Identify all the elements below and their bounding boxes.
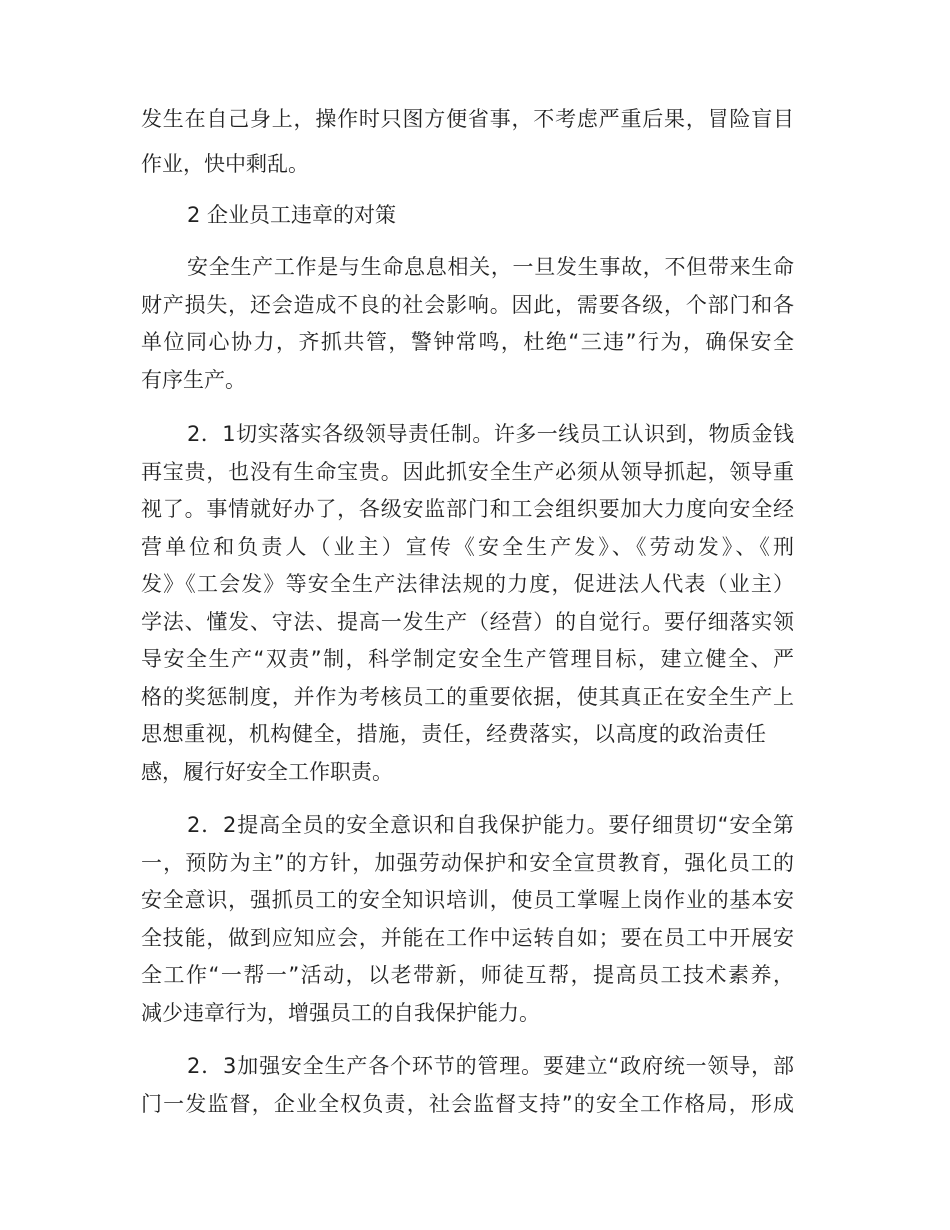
text-line: 全技能，做到应知应会，并能在工作中运转自如；要在员工中开展安: [141, 926, 794, 950]
text-line: 发》《工会发》等安全生产法律法规的力度，促进法人代表（业主）: [141, 572, 794, 596]
text-line: 2．2提高全员的安全意识和自我保护能力。要仔细贯切“安全第: [187, 813, 794, 837]
text-line: 营单位和负责人（业主）宣传《安全生产发》、《劳动发》、《刑: [141, 535, 794, 559]
text-line: 作业，快中剩乱。: [141, 152, 309, 176]
text-line: 有序生产。: [141, 368, 246, 392]
text-line: 2．1切实落实各级领导责任制。许多一线员工认识到，物质金钱: [187, 422, 794, 446]
text-line: 财产损失，还会造成不良的社会影响。因此，需要各级，个部门和各: [141, 293, 794, 317]
text-line: 安全生产工作是与生命息息相关，一旦发生事故，不但带来生命: [187, 255, 794, 279]
text-line: 视了。事情就好办了，各级安监部门和工会组织要加大力度向安全经: [141, 497, 794, 521]
text-line: 2．3加强安全生产各个环节的管理。要建立“政府统一领导，部: [187, 1054, 794, 1078]
section-heading: 2 企业员工违章的对策: [187, 203, 397, 227]
text-line: 单位同心协力，齐抓共管，警钟常鸣，杜绝“三违”行为，确保安全: [141, 330, 794, 354]
text-line: 安全意识，强抓员工的安全知识培训，使员工掌喔上岗作业的基本安: [141, 888, 794, 912]
text-line: 感，履行好安全工作职责。: [141, 760, 393, 784]
text-line: 一，预防为主”的方针，加强劳动保护和安全宣贯教育，强化员工的: [141, 851, 794, 875]
text-line: 减少违章行为，增强员工的自我保护能力。: [141, 1001, 540, 1025]
text-line: 格的奖惩制度，并作为考核员工的重要依据，使其真正在安全生产上: [141, 685, 794, 709]
text-line: 门一发监督，企业全权负责，社会监督支持”的安全工作格局，形成: [141, 1092, 794, 1116]
text-line: 再宝贵，也没有生命宝贵。因此抓安全生产必须从领导抓起，领导重: [141, 460, 794, 484]
text-line: 全工作“一帮一”活动，以老带新，师徒互帮，提高员工技术素养，: [141, 963, 794, 987]
text-line: 导安全生产“双责”制，科学制定安全生产管理目标，建立健全、严: [141, 647, 794, 671]
text-line: 思想重视，机构健全，措施，责任，经费落实，以高度的政治责任: [141, 722, 766, 746]
text-line: 学法、懂发、守法、提高一发生产（经营）的自觉行。要仔细落实领: [141, 610, 794, 634]
text-line: 发生在自己身上，操作时只图方便省事，不考虑严重后果，冒险盲目: [141, 107, 794, 131]
